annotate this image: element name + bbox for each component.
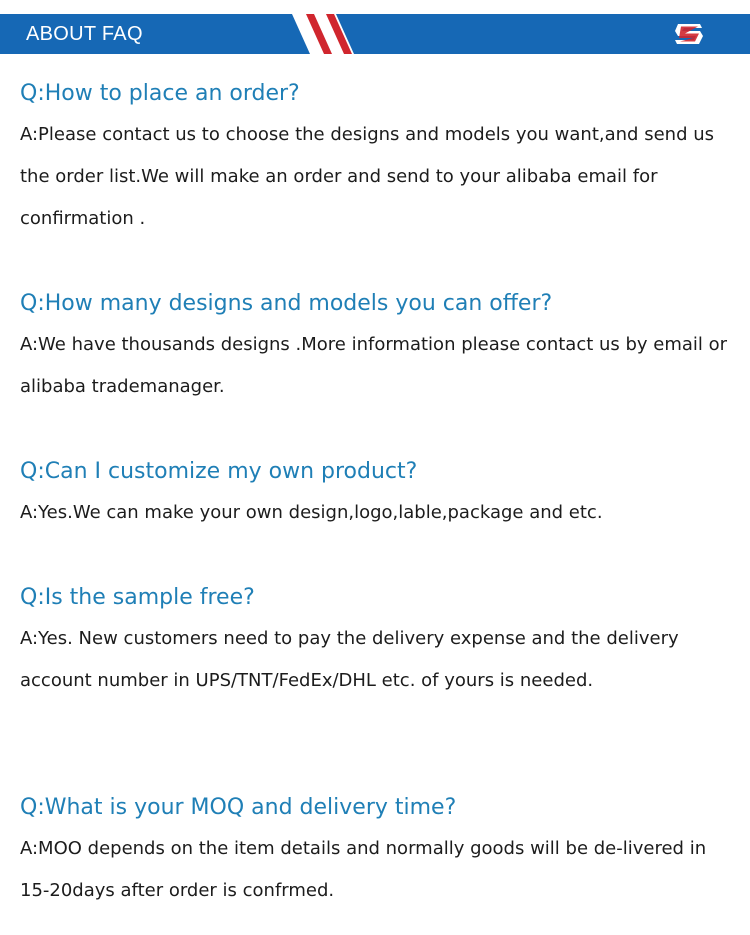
faq-header-bar <box>0 14 750 54</box>
faq-question: Q:What is your MOQ and delivery time? <box>20 795 457 820</box>
faq-item <box>20 458 735 534</box>
faq-answer: A:We have thousands designs .More information please contact us by email or alibaba trademanager. <box>20 334 728 397</box>
faq-item <box>20 584 735 702</box>
faq-item <box>20 290 735 408</box>
faq-question: Q:Is the sample free? <box>20 585 255 610</box>
faq-question: Q:How to place an order? <box>20 81 300 106</box>
faq-answer: A:Yes.We can make your own design,logo,lable,package and etc. <box>20 502 603 523</box>
faq-answer: A:Yes. New customers need to pay the delivery expense and the delivery account number in UPS/TNT/FedEx/DHL etc. of yours is needed. <box>20 628 679 691</box>
faq-item <box>20 80 735 240</box>
faq-answer: A:Please contact us to choose the designs and models you want,and send us the order list.We will make an order and send to your alibaba email for confirmation . <box>20 124 715 229</box>
page-title: ABOUT FAQ <box>26 23 143 45</box>
faq-answer: A:MOO depends on the item details and normally goods will be de-livered in 15-20days after order is confrmed. <box>20 838 707 901</box>
faq-question: Q:How many designs and models you can offer? <box>20 291 553 316</box>
faq-question: Q:Can I customize my own product? <box>20 459 418 484</box>
faq-item <box>20 794 735 912</box>
